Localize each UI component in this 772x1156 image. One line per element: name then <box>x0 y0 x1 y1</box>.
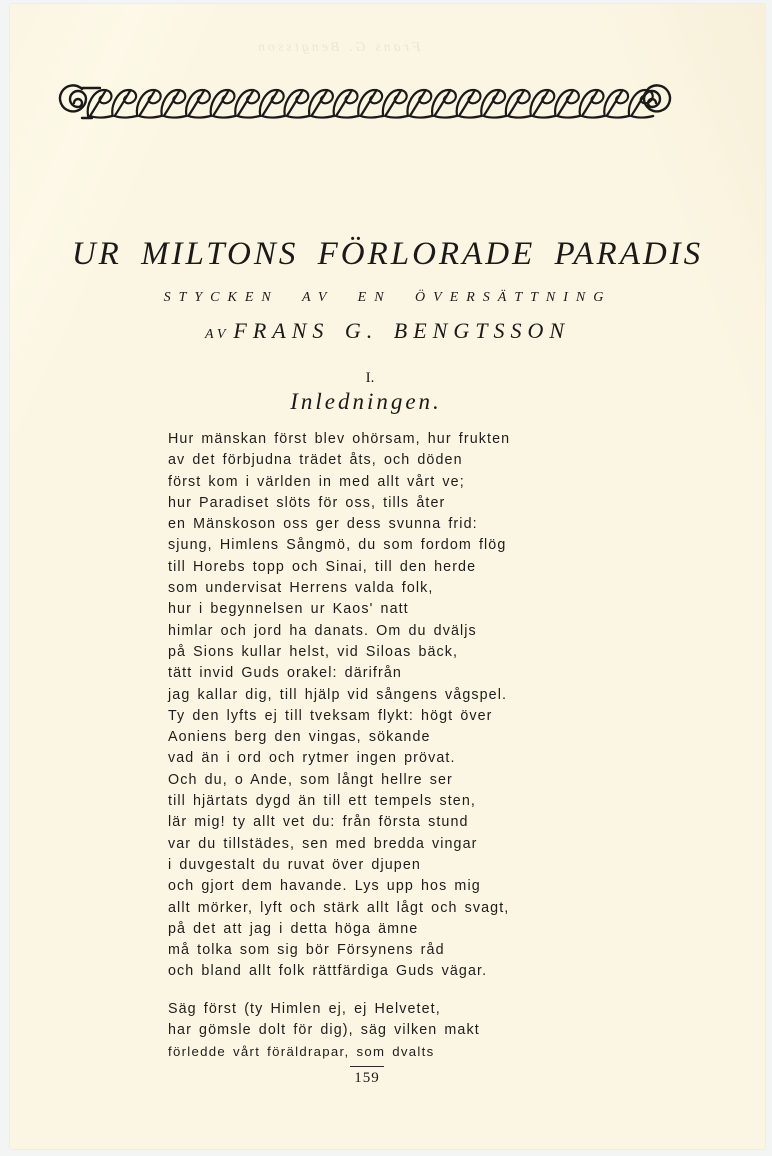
poem-line: på det att jag i detta höga ämne <box>168 920 419 937</box>
article-title: UR MILTONS FÖRLORADE PARADIS <box>71 236 704 272</box>
poem-line: Hur mänskan först blev ohörsam, hur frukten <box>168 431 511 447</box>
poem-line: himlar och jord ha danats. Om du dväljs <box>168 622 477 639</box>
poem-line: till hjärtats dygd än till ett tempels sten, <box>168 793 476 810</box>
page-number: 159 <box>354 1070 380 1086</box>
poem-text <box>168 429 510 1079</box>
poem-line: allt mörker, lyft och stärk allt lågt och svagt, <box>168 899 510 916</box>
poem-line: på Sions kullar helst, vid Siloas bäck, <box>168 643 459 660</box>
poem-line: må tolka som sig bör Försynens råd <box>168 942 445 959</box>
poem-stanza <box>168 999 510 1063</box>
poem-line: och gjort dem havande. Lys upp hos mig <box>168 878 481 895</box>
scroll-border-ornament-icon <box>52 82 678 124</box>
poem-line: av det förbjudna trädet åts, och döden <box>168 452 463 469</box>
poem-line: lär mig! ty allt vet du: från första stund <box>168 814 469 831</box>
article-subtitle: STYCKEN AV EN ÖVERSÄTTNING <box>163 290 612 305</box>
byline-author: FRANS G. BENGTSSON <box>233 318 571 343</box>
poem-line: till Horebs topp och Sinai, till den herde <box>168 558 477 575</box>
poem-line: först kom i världen in med allt vårt ve; <box>168 473 465 490</box>
poem-line: förledde vårt föräldrapar, som dvalts <box>168 1044 435 1060</box>
byline <box>10 318 765 344</box>
bleed-through-running-head: Frans G. Bengtsson <box>255 40 421 55</box>
poem-line: Och du, o Ande, som långt hellre ser <box>168 771 453 788</box>
poem-line: jag kallar dig, till hjälp vid sångens vågspel. <box>168 686 508 703</box>
poem-line: har gömsle dolt för dig), säg vilken makt <box>168 1022 480 1039</box>
book-page <box>10 4 765 1149</box>
poem-line: en Mänskoson oss ger dess svunna frid: <box>168 516 478 533</box>
poem-line: vad än i ord och rytmer ingen prövat. <box>168 750 456 767</box>
poem-line: hur Paradiset slöts för oss, tills åter <box>168 494 446 511</box>
poem-line: sjung, Himlens Sångmö, du som fordom flög <box>168 537 507 554</box>
section-number: I. <box>365 370 375 386</box>
section-title: Inledningen. <box>290 389 442 414</box>
poem-line: Aoniens berg den vingas, sökande <box>168 729 431 746</box>
poem-line: Ty den lyfts ej till tveksam flykt: högt över <box>168 707 493 724</box>
poem-line: och bland allt folk rättfärdiga Guds vägar. <box>168 963 488 980</box>
poem-line: hur i begynnelsen ur Kaos' natt <box>168 601 409 618</box>
poem-line: var du tillstädes, sen med bredda vingar <box>168 835 478 852</box>
poem-line: Säg först (ty Himlen ej, ej Helvetet, <box>168 1000 441 1017</box>
poem-line: tätt invid Guds orakel: därifrån <box>168 665 402 682</box>
poem-line: som undervisat Herrens valda folk, <box>168 580 434 597</box>
poem-line: i duvgestalt du ruvat över djupen <box>168 856 421 873</box>
poem-stanza <box>168 429 510 983</box>
folio-rule-divider <box>350 1066 384 1067</box>
byline-prefix: AV <box>204 327 230 342</box>
